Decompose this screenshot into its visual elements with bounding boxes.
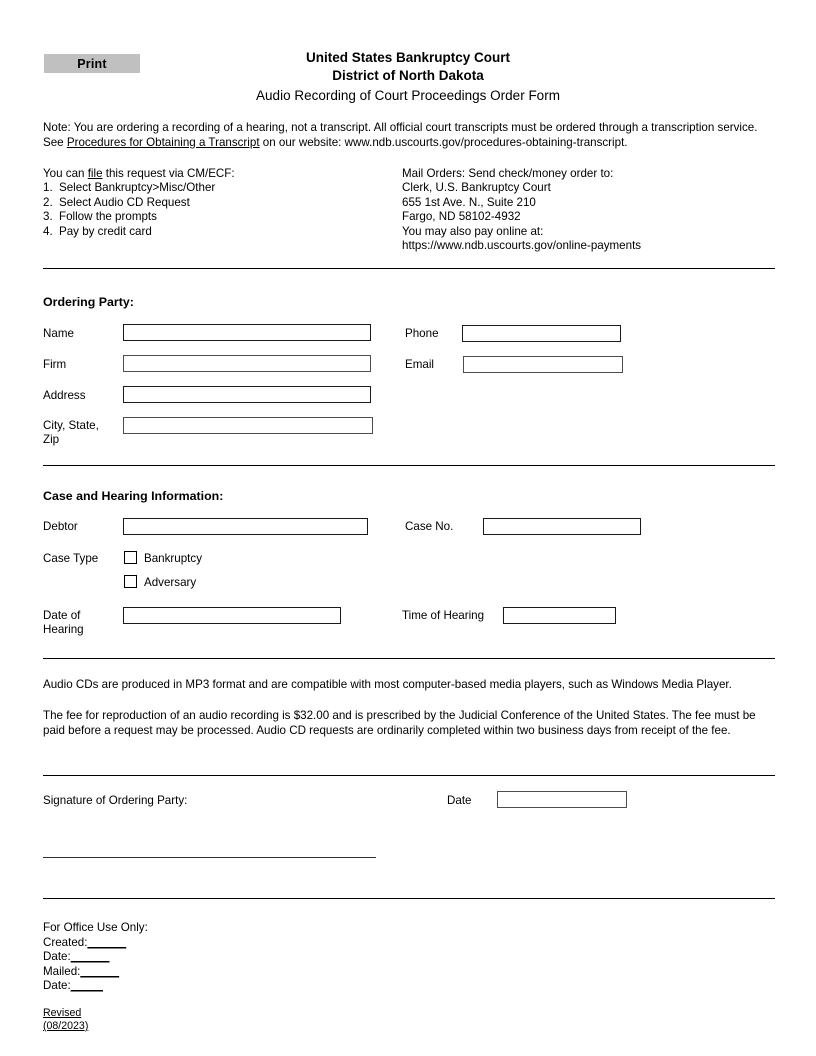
office-use-heading: For Office Use Only: <box>43 921 148 934</box>
city-state-zip-label <box>43 419 99 446</box>
divider <box>43 465 775 466</box>
case-type-adversary-checkbox[interactable] <box>124 575 137 588</box>
office-mailed-blank: ______ <box>80 964 120 978</box>
mail-line: 655 1st Ave. N., Suite 210 <box>402 195 536 209</box>
signature-label: Signature of Ordering Party: <box>43 794 188 807</box>
divider <box>43 775 775 776</box>
office-use-block <box>43 921 148 994</box>
fee-paragraph: The fee for reproduction of an audio recording is $32.00 and is prescribed by the Judicial Conference of the United States. The fee must be paid before a request may be processed. Audio CD requests are ordinarily completed within two business days from receipt of the fee. <box>43 709 756 737</box>
list-item <box>43 225 383 239</box>
step-number: 2. <box>43 195 53 209</box>
case-type-bankruptcy-checkbox[interactable] <box>124 551 137 564</box>
list-item <box>43 181 383 195</box>
date-label-line1: Date of <box>43 609 81 622</box>
date-label-line2: Hearing <box>43 622 84 636</box>
phone-label: Phone <box>405 327 439 340</box>
step-text: Select Bankruptcy>Misc/Other <box>59 181 216 195</box>
office-created-date-blank: ______ <box>70 950 110 964</box>
mail-line: Fargo, ND 58102-4932 <box>402 210 521 224</box>
date-of-hearing-label <box>43 609 84 636</box>
office-created-label: Created: <box>43 935 88 949</box>
list-item <box>43 196 383 210</box>
address-input[interactable] <box>123 386 371 403</box>
firm-input[interactable] <box>123 355 371 372</box>
office-use-row <box>43 936 148 951</box>
debtor-label: Debtor <box>43 520 78 533</box>
case-info-heading: Case and Hearing Information: <box>43 489 224 503</box>
step-text: Select Audio CD Request <box>59 195 190 209</box>
debtor-input[interactable] <box>123 518 368 535</box>
cmecf-lead-before: You can <box>43 167 88 180</box>
phone-input[interactable] <box>462 325 621 342</box>
revised-block <box>43 1007 88 1033</box>
note-paragraph <box>43 121 776 150</box>
office-mailed-date-blank: _____ <box>70 979 103 993</box>
city-label-line2: Zip <box>43 432 60 446</box>
firm-label: Firm <box>43 358 67 371</box>
signature-date-input[interactable] <box>497 791 627 808</box>
note-text-part1: Note: You are ordering a recording of a hearing, not a transcript. All official court transcripts must be ordered through a transcription service. See <box>43 121 758 149</box>
revised-date: (08/2023) <box>43 1020 89 1032</box>
office-mailed-label: Mailed: <box>43 964 81 978</box>
step-text: Follow the prompts <box>59 210 157 224</box>
step-number: 3. <box>43 210 53 224</box>
office-created-date-label: Date: <box>43 950 71 964</box>
file-link[interactable]: file <box>87 167 103 180</box>
court-name-line: United States Bankruptcy Court <box>305 50 511 65</box>
office-created-blank: ______ <box>87 935 127 949</box>
mail-line: Clerk, U.S. Bankruptcy Court <box>402 181 551 195</box>
divider <box>43 658 775 659</box>
signature-date-label: Date <box>447 794 472 807</box>
audio-cd-format-paragraph: Audio CDs are produced in MP3 format and are compatible with most computer-based media players, such as Windows Media Player. <box>43 678 732 691</box>
mail-line: Mail Orders: Send check/money order to: <box>402 167 614 180</box>
step-number: 1. <box>43 181 53 195</box>
case-type-label: Case Type <box>43 552 99 565</box>
step-number: 4. <box>43 224 53 238</box>
time-of-hearing-label: Time of Hearing <box>402 609 485 622</box>
case-no-input[interactable] <box>483 518 641 535</box>
divider <box>43 268 775 269</box>
divider <box>43 898 775 899</box>
time-of-hearing-input[interactable] <box>503 607 616 624</box>
email-label: Email <box>405 358 434 371</box>
office-use-row <box>43 950 148 965</box>
office-use-row <box>43 979 148 994</box>
signature-line <box>43 857 376 858</box>
cmecf-lead-after: this request via CM/ECF: <box>102 167 235 180</box>
case-type-adversary-label: Adversary <box>144 576 197 589</box>
page-title <box>108 49 708 105</box>
cmecf-step-list <box>43 181 383 239</box>
mail-line: You may also pay online at: <box>402 224 544 238</box>
case-no-label: Case No. <box>405 520 454 533</box>
form-subtitle-line: Audio Recording of Court Proceedings Order Form <box>256 88 560 103</box>
step-text: Pay by credit card <box>59 224 152 238</box>
city-state-zip-input[interactable] <box>123 417 373 434</box>
online-payments-url[interactable]: https://www.ndb.uscourts.gov/online-payments <box>402 239 642 253</box>
cmecf-lead <box>43 167 383 181</box>
note-text-part2: on our website: www.ndb.uscourts.gov/procedures-obtaining-transcript. <box>259 135 628 149</box>
mail-order-instructions <box>402 167 742 253</box>
print-button[interactable]: Print <box>44 54 140 73</box>
office-mailed-date-label: Date: <box>43 979 71 993</box>
list-item <box>43 210 383 224</box>
date-of-hearing-input[interactable] <box>123 607 341 624</box>
office-use-row <box>43 965 148 980</box>
revised-label: Revised <box>43 1007 82 1019</box>
email-input[interactable] <box>463 356 623 373</box>
cmecf-instructions <box>43 167 383 239</box>
district-name-line: District of North Dakota <box>332 68 484 83</box>
ordering-party-heading: Ordering Party: <box>43 295 134 309</box>
procedures-link[interactable]: Procedures for Obtaining a Transcript <box>66 135 260 149</box>
address-label: Address <box>43 389 86 402</box>
name-label: Name <box>43 327 74 340</box>
case-type-bankruptcy-label: Bankruptcy <box>144 552 202 565</box>
city-label-line1: City, State, <box>43 419 99 432</box>
name-input[interactable] <box>123 324 371 341</box>
